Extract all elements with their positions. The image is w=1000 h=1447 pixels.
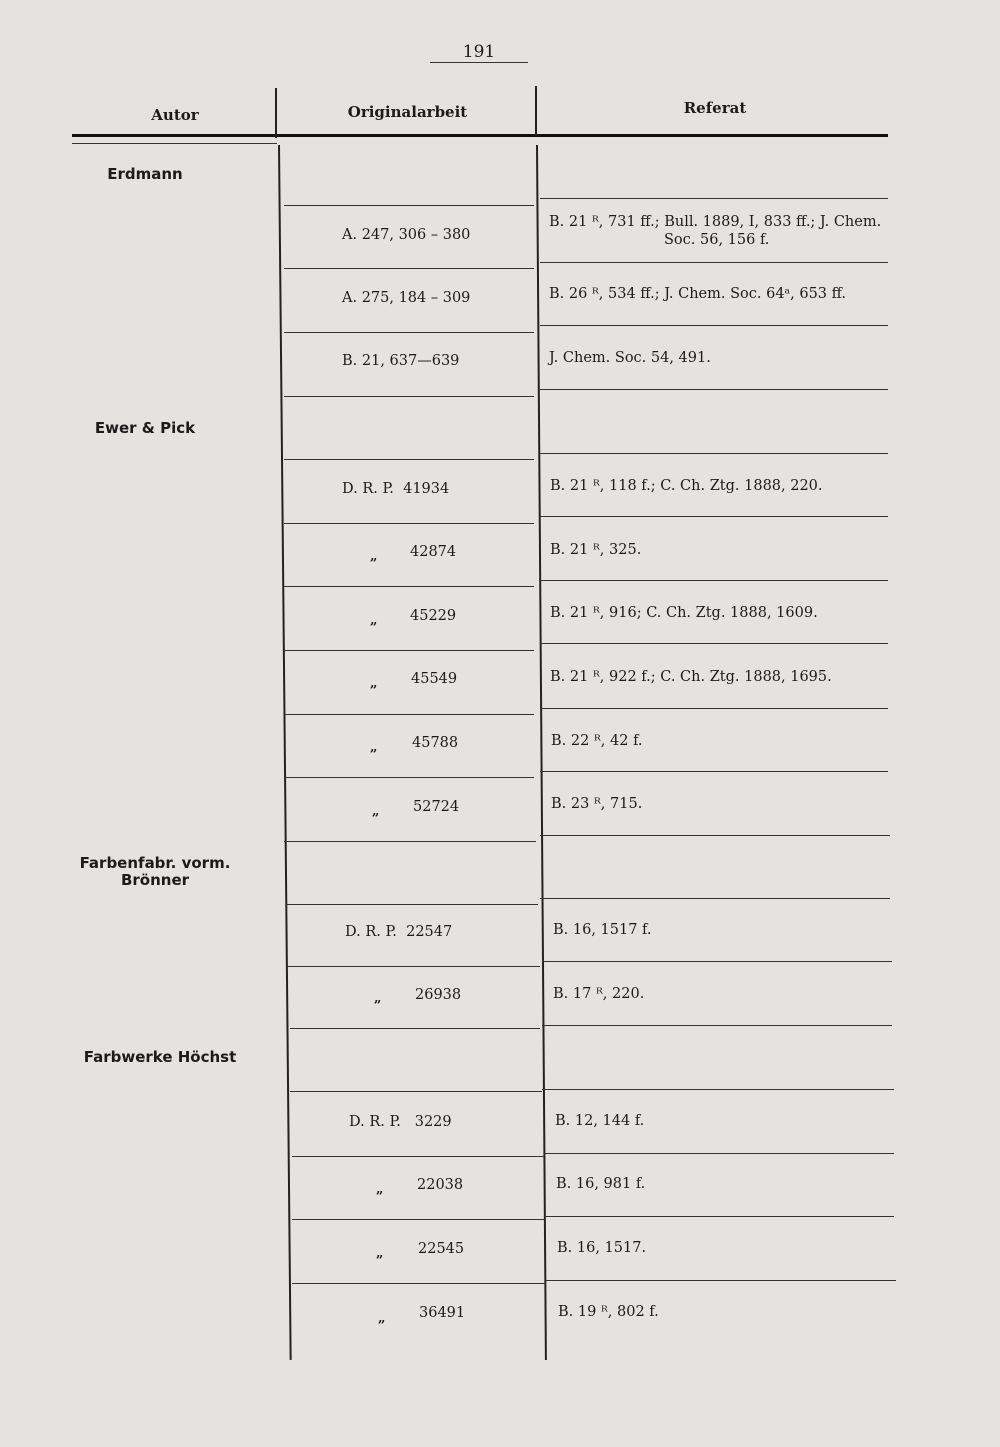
referat-cell: B. 23 ᴿ, 715. (551, 796, 643, 812)
referat-cell: B. 21 ᴿ, 916; C. Ch. Ztg. 1888, 1609. (550, 605, 818, 621)
row-rule (284, 841, 536, 842)
row-rule (542, 1025, 892, 1026)
page-number-rule (430, 62, 528, 63)
row-rule (540, 389, 888, 390)
author-line-1: Farbenfabr. vorm. (79, 854, 231, 872)
referat-cell: B. 22 ᴿ, 42 f. (551, 733, 643, 749)
row-rule (284, 396, 534, 397)
row-rule (540, 643, 888, 644)
original-cell: D. R. P. 41934 (342, 481, 450, 497)
row-rule (540, 198, 888, 199)
row-rule (546, 1280, 896, 1281)
row-rule (284, 459, 534, 460)
ditto-mark: „ (376, 1182, 384, 1197)
column-divider-header-left (275, 88, 277, 138)
row-rule (290, 1028, 540, 1029)
header-rule (72, 134, 888, 137)
original-cell: 22545 (418, 1241, 465, 1257)
row-rule (542, 1089, 894, 1090)
row-rule (284, 777, 534, 778)
row-rule (284, 586, 534, 587)
row-rule (284, 268, 534, 269)
column-divider-header-right (535, 86, 537, 136)
ditto-mark: „ (376, 1246, 384, 1261)
referat-cell: B. 19 ᴿ, 802 f. (558, 1304, 659, 1320)
row-rule (292, 1156, 544, 1157)
ditto-mark: „ (370, 676, 378, 691)
referat-cell (549, 213, 881, 249)
row-rule (540, 453, 888, 454)
column-divider-left (278, 145, 292, 1360)
referat-cell: B. 17 ᴿ, 220. (553, 986, 645, 1002)
ditto-mark: „ (374, 991, 382, 1006)
row-rule (288, 966, 540, 967)
referat-cell: B. 26 ᴿ, 534 ff.; J. Chem. Soc. 64ᵃ, 653 ff. (549, 286, 847, 302)
original-cell: 52724 (413, 799, 460, 815)
row-rule (292, 1283, 546, 1284)
original-cell: D. R. P. 3229 (349, 1114, 452, 1130)
ditto-mark: „ (378, 1311, 386, 1326)
referat-cell: B. 16, 1517. (557, 1240, 647, 1256)
author-erdmann: Erdmann (107, 165, 183, 183)
header-original: Originalarbeit (347, 103, 468, 121)
row-rule (284, 332, 534, 333)
author-line-2: Brönner (120, 871, 190, 889)
original-cell: 26938 (415, 987, 462, 1003)
original-cell: 42874 (410, 544, 457, 560)
ditto-mark: „ (370, 613, 378, 628)
row-rule (542, 961, 892, 962)
row-rule (540, 516, 888, 517)
row-rule (540, 708, 888, 709)
row-rule (540, 580, 888, 581)
row-rule (292, 1219, 544, 1220)
ditto-mark: „ (370, 549, 378, 564)
author-ewer-pick: Ewer & Pick (94, 419, 196, 437)
row-rule (544, 1153, 894, 1154)
original-cell: B. 21, 637—639 (342, 353, 460, 369)
header-author: Autor (151, 106, 199, 124)
referat-cell: B. 12, 144 f. (555, 1113, 645, 1129)
header-subrule (72, 143, 277, 144)
row-rule (540, 262, 888, 263)
row-rule (540, 325, 888, 326)
original-cell: 45788 (412, 735, 459, 751)
row-rule (544, 1216, 894, 1217)
referat-cell: B. 16, 981 f. (556, 1176, 646, 1192)
original-cell: A. 247, 306 – 380 (342, 227, 471, 243)
original-cell: A. 275, 184 – 309 (342, 290, 471, 306)
referat-line: B. 21 ᴿ, 731 ff.; Bull. 1889, I, 833 ff.; J. Chem. (549, 214, 882, 230)
ditto-mark: „ (372, 804, 380, 819)
author-farbenfabr-broenner (70, 855, 240, 889)
referat-cell: B. 16, 1517 f. (553, 922, 652, 938)
column-divider-right (536, 145, 547, 1360)
row-rule (540, 835, 890, 836)
original-cell: 45549 (411, 671, 458, 687)
row-rule (284, 523, 534, 524)
referat-cell: B. 21 ᴿ, 325. (550, 542, 642, 558)
original-cell: D. R. P. 22547 (345, 924, 453, 940)
row-rule (290, 1091, 542, 1092)
row-rule (540, 898, 890, 899)
row-rule (284, 650, 534, 651)
page-number: 191 (462, 42, 496, 62)
referat-cell: B. 21 ᴿ, 922 f.; C. Ch. Ztg. 1888, 1695. (550, 669, 832, 685)
original-cell: 22038 (417, 1177, 464, 1193)
referat-line-continued: Soc. 56, 156 f. (664, 232, 770, 248)
row-rule (284, 714, 534, 715)
original-cell: 45229 (410, 608, 457, 624)
author-farbwerke-hoechst: Farbwerke Höchst (83, 1048, 237, 1066)
row-rule (286, 904, 538, 905)
header-referat: Referat (683, 99, 747, 117)
ditto-mark: „ (370, 740, 378, 755)
referat-cell: B. 21 ᴿ, 118 f.; C. Ch. Ztg. 1888, 220. (550, 478, 823, 494)
referat-cell: J. Chem. Soc. 54, 491. (549, 350, 711, 366)
original-cell: 36491 (419, 1305, 466, 1321)
row-rule (540, 771, 888, 772)
row-rule (284, 205, 534, 206)
